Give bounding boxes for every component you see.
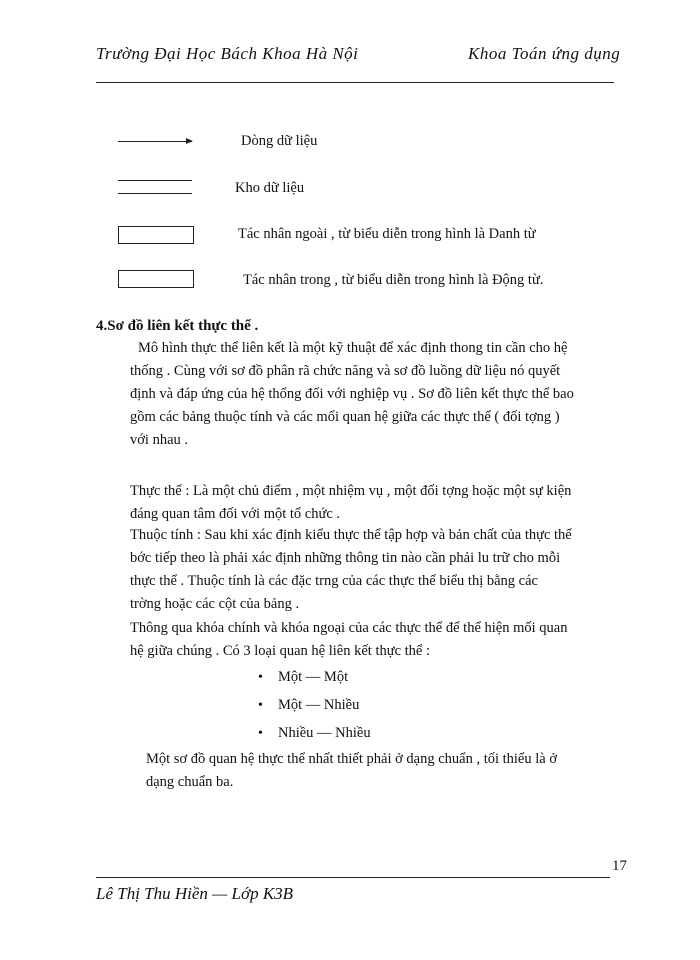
page-number: 17: [612, 858, 627, 874]
legend-label-data-store: Kho dữ liệu: [235, 180, 305, 196]
intro-line: Mô hình thực thể liên kết là một kỹ thuật để xác định thong tin cần cho hệ: [138, 340, 568, 356]
keys-paragraph: [130, 617, 630, 663]
external-agent-box-icon: [118, 226, 194, 244]
data-store-top-line: [118, 180, 192, 181]
footer-rule: [96, 877, 610, 878]
relation-item-many-to-many: [258, 725, 371, 742]
legend-label-external-agent: Tác nhân ngoài , từ biểu diễn trong hình là Danh từ: [238, 226, 536, 242]
closing-paragraph: [146, 748, 632, 794]
attribute-line: trờng hoặc các cột của bảng .: [130, 596, 300, 612]
attribute-line: Thuộc tính : Sau khi xác định kiểu thực thể tập hợp và bản chất của thực thể: [130, 527, 572, 543]
bullet-icon: •: [258, 698, 263, 713]
closing-line: Một sơ đồ quan hệ thực thể nhất thiết phải ở dạng chuẩn , tối thiểu là ở: [146, 751, 557, 767]
relation-item-one-to-one: [258, 669, 348, 686]
relation-label: Một — Nhiều: [278, 697, 360, 713]
section-title: 4.Sơ đồ liên kết thực thể .: [96, 318, 259, 334]
header-rule: [96, 82, 614, 83]
header-school: Trường Đại Học Bách Khoa Hà Nội: [96, 44, 359, 63]
bullet-icon: •: [258, 670, 263, 685]
legend-label-data-flow: Dòng dữ liệu: [241, 133, 318, 149]
legend-label-internal-agent: Tác nhân trong , từ biểu diễn trong hình là Động từ.: [243, 272, 544, 288]
entity-line: đáng quan tâm đối với một tổ chức .: [130, 506, 341, 522]
footer-author: Lê Thị Thu Hiền — Lớp K3B: [96, 884, 294, 903]
attribute-line: bớc tiếp theo là phải xác định những thông tin nào cần phải lu trữ cho mỗi: [130, 550, 561, 566]
header-department: Khoa Toán ứng dụng: [468, 44, 621, 63]
entity-line: Thực thể : Là một chủ điểm , một nhiệm vụ , một đối tợng hoặc một sự kiện: [130, 483, 572, 499]
entity-definition: [130, 480, 630, 526]
intro-line: gồm các bảng thuộc tính và các mối quan hệ giữa các thực thể ( đối tợng ): [130, 409, 560, 425]
intro-line: thống . Cùng với sơ đồ phân rã chức năng và sơ đồ luồng dữ liệu nó quyết: [130, 363, 561, 379]
bullet-icon: •: [258, 726, 263, 741]
data-store-bottom-line: [118, 193, 192, 194]
attribute-definition: [130, 524, 630, 616]
keys-line: Thông qua khóa chính và khóa ngoại của các thực thể để thể hiện mối quan: [130, 620, 568, 636]
relation-item-one-to-many: [258, 697, 359, 714]
internal-agent-box-icon: [118, 270, 194, 288]
closing-line: dạng chuẩn ba.: [146, 774, 234, 790]
attribute-line: thực thể . Thuộc tính là các đặc trng của các thực thể biểu thị bằng các: [130, 573, 538, 589]
relation-label: Nhiều — Nhiều: [278, 725, 371, 741]
intro-line: với nhau .: [130, 432, 189, 448]
intro-paragraph: [130, 337, 630, 452]
relation-label: Một — Một: [278, 669, 349, 685]
keys-line: hệ giữa chúng . Có 3 loại quan hệ liên kết thực thể :: [130, 643, 431, 659]
data-flow-arrow-icon: [118, 141, 192, 142]
intro-line: định và đáp ứng của hệ thống đối với nghiệp vụ . Sơ đồ liên kết thực thể bao: [130, 386, 574, 402]
